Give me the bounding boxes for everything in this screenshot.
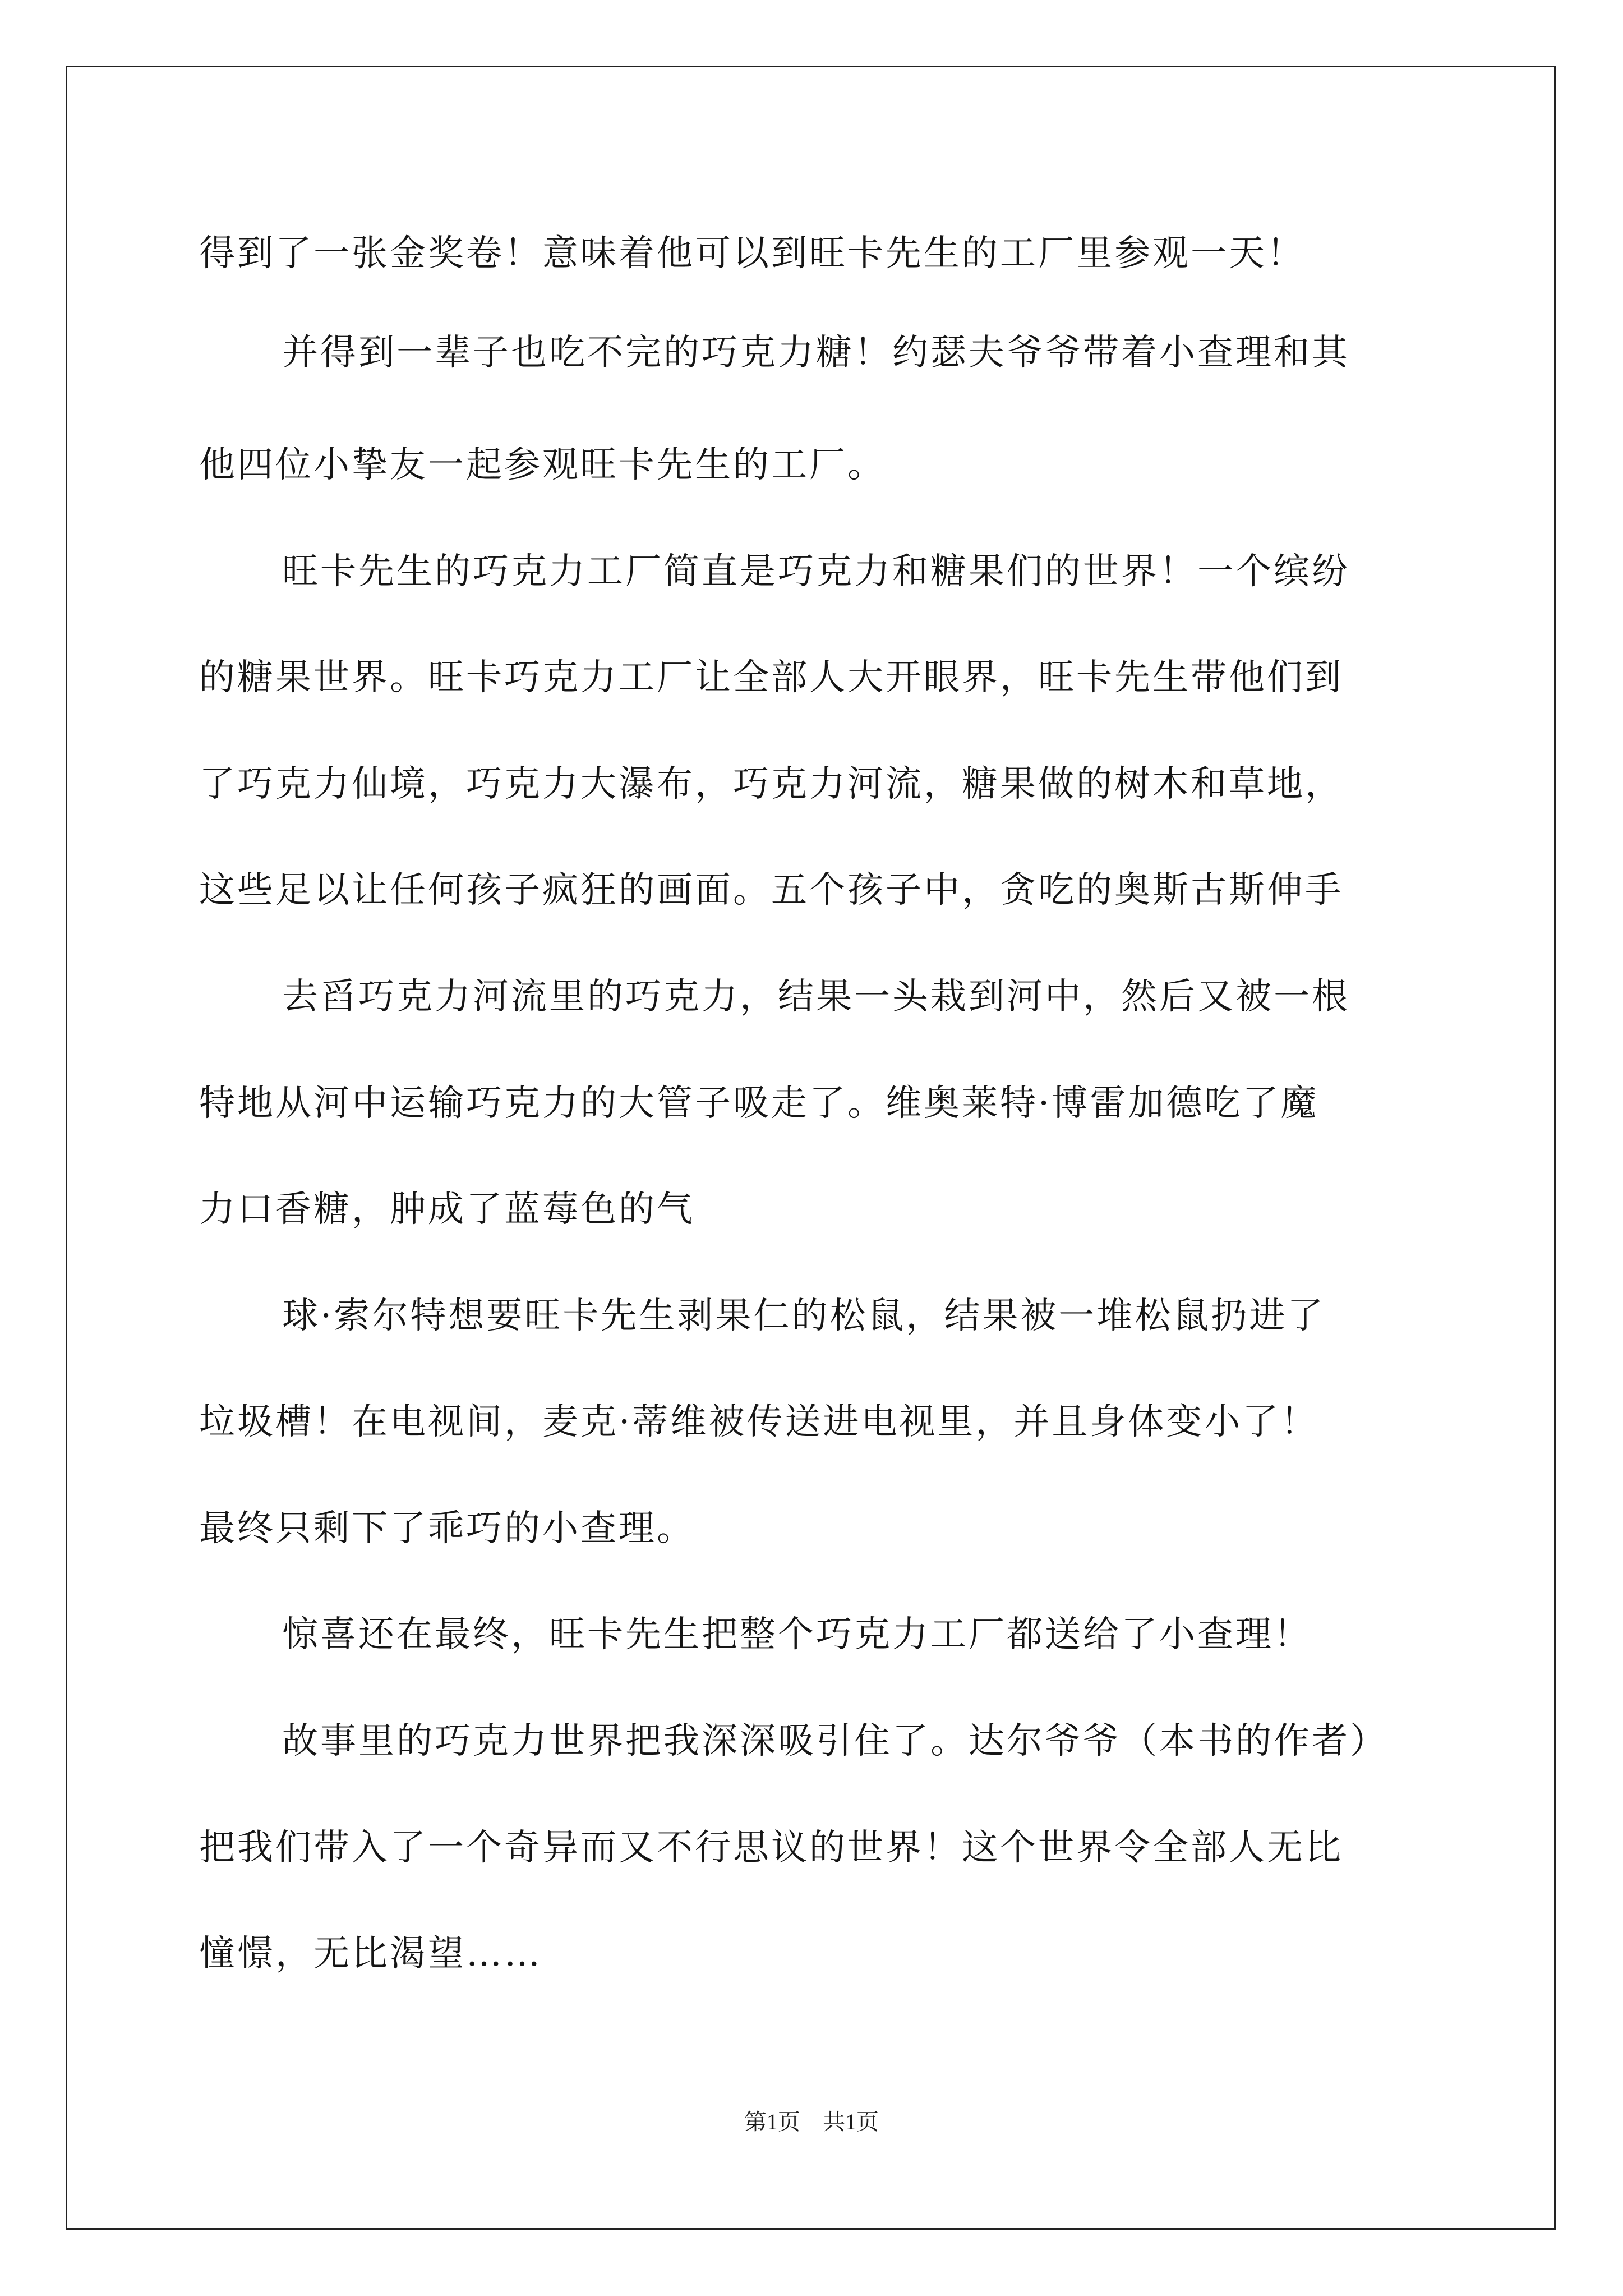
text-line: 力口香糖，肿成了蓝莓色的气	[199, 1189, 695, 1230]
text-line: 他四位小挚友一起参观旺卡先生的工厂。	[199, 444, 886, 486]
text-line: 特地从河中运输巧克力的大管子吸走了。维奥莱特·博雷加德吃了魔	[199, 1083, 1319, 1124]
text-line: 的糖果世界。旺卡巧克力工厂让全部人大开眼界，旺卡先生带他们到	[199, 657, 1343, 698]
paragraph-start-line: 故事里的巧克力世界把我深深吸引住了。达尔爷爷（本书的作者）	[282, 1720, 1388, 1762]
text-line: 把我们带入了一个奇异而又不行思议的世界！这个世界令全部人无比	[199, 1827, 1343, 1869]
page-border	[66, 66, 1556, 2230]
text-line: 最终只剩下了乖巧的小查理。	[199, 1508, 695, 1549]
paragraph-start-line: 惊喜还在最终，旺卡先生把整个巧克力工厂都送给了小查理！	[282, 1614, 1312, 1655]
text-line: 得到了一张金奖卷！意味着他可以到旺卡先生的工厂里参观一天！	[199, 233, 1305, 274]
text-line: 了巧克力仙境，巧克力大瀑布，巧克力河流，糖果做的树木和草地，	[199, 763, 1343, 805]
paragraph-start-line: 并得到一辈子也吃不完的巧克力糖！约瑟夫爷爷带着小查理和其	[282, 332, 1350, 374]
text-line: 这些足以让任何孩子疯狂的画面。五个孩子中，贪吃的奥斯古斯伸手	[199, 869, 1343, 911]
page-number-footer: 第1页 共1页	[744, 2109, 879, 2134]
text-line: 垃圾槽！在电视间，麦克·蒂维被传送进电视里，并且身体变小了！	[199, 1401, 1319, 1443]
paragraph-start-line: 去舀巧克力河流里的巧克力，结果一头栽到河中，然后又被一根	[282, 976, 1350, 1018]
paragraph-start-line: 旺卡先生的巧克力工厂简直是巧克力和糖果们的世界！一个缤纷	[282, 551, 1350, 592]
paragraph-start-line: 球·索尔特想要旺卡先生剥果仁的松鼠，结果被一堆松鼠扔进了	[282, 1295, 1326, 1337]
text-line: 憧憬，无比渴望……	[199, 1933, 542, 1975]
